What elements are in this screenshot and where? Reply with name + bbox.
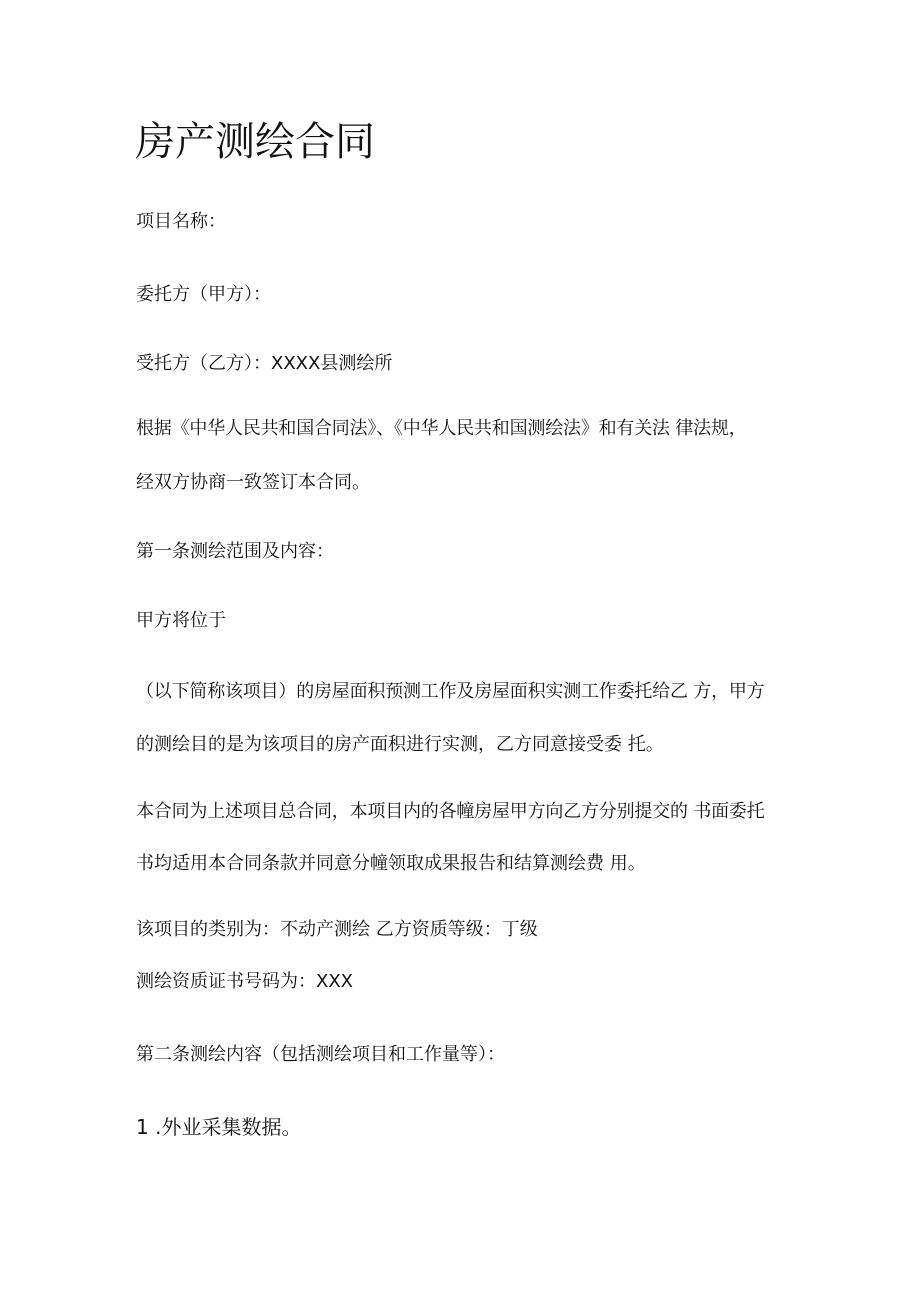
project-name-line: 项目名称：: [136, 211, 226, 232]
general-contract-line-1: 本合同为上述项目总合同，本项目内的各幢房屋甲方向乙方分别提交的 书面委托: [136, 801, 765, 822]
qualification-certificate-line: 测绘资质证书号码为：XXX: [136, 971, 353, 992]
general-contract-line-2: 书均适用本合同条款并同意分幢领取成果报告和结算测绘费 用。: [136, 853, 646, 874]
document-title: 房产测绘合同: [135, 119, 375, 165]
scope-line-2: 的测绘目的是为该项目的房产面积进行实测，乙方同意接受委 托。: [136, 734, 664, 755]
field-data-collection-item: 1 .外业采集数据。: [136, 1115, 302, 1139]
project-category-line: 该项目的类别为：不动产测绘 乙方资质等级：丁级: [136, 919, 538, 940]
location-line: 甲方将位于: [136, 610, 226, 631]
scope-line-1: （以下简称该项目）的房屋面积预测工作及房屋面积实测工作委托给乙 方，甲方: [136, 681, 765, 702]
legal-basis-line-2: 经双方协商一致签订本合同。: [136, 472, 370, 493]
contractor-party-b-line: 受托方（乙方）：XXXX县测绘所: [136, 353, 393, 374]
client-party-a-line: 委托方（甲方）：: [136, 284, 271, 305]
article-two-heading: 第二条测绘内容（包括测绘项目和工作量等）：: [136, 1044, 505, 1065]
article-one-heading: 第一条测绘范围及内容：: [136, 541, 334, 562]
legal-basis-line-1: 根据《中华人民共和国合同法》、《中华人民共和国测绘法》和有关法 律法规，: [136, 418, 747, 439]
